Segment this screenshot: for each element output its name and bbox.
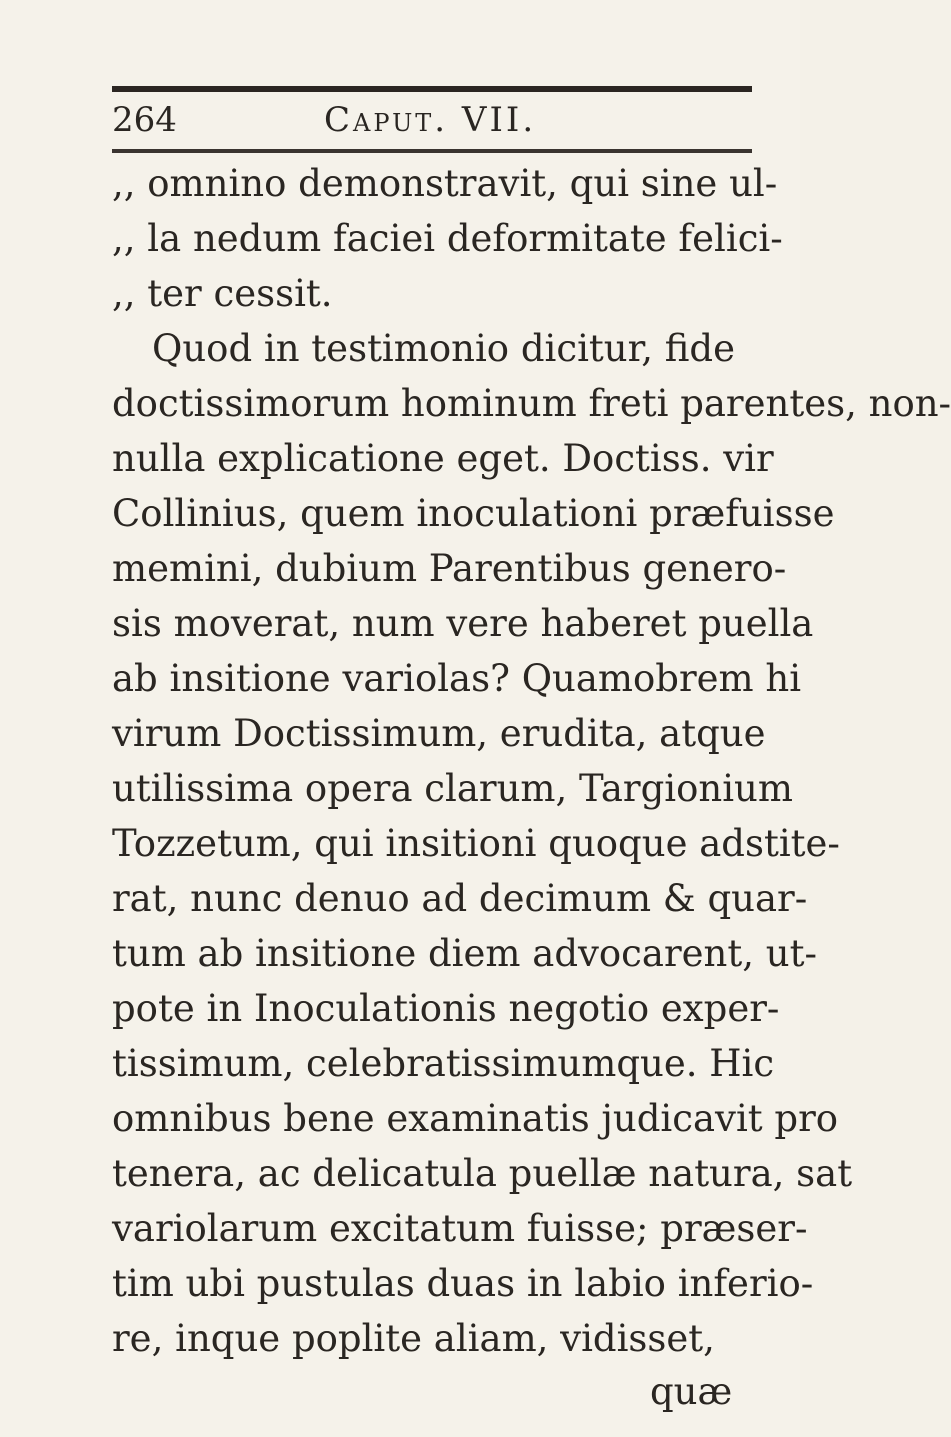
header-rule-top xyxy=(112,86,752,92)
text-line: Tozzetum, qui insitioni quoque adstite- xyxy=(112,822,840,865)
text-line: ,, omnino demonstravit, qui sine ul- xyxy=(112,162,778,205)
text-line: omnibus bene examinatis judicavit pro xyxy=(112,1097,839,1140)
text-line: tum ab insitione diem advocarent, ut- xyxy=(112,932,817,975)
page-header xyxy=(112,96,752,142)
text-line: nulla explicatione eget. Doctiss. vir xyxy=(112,437,774,480)
text-line: ,, ter cessit. xyxy=(112,272,333,315)
text-line: doctissimorum hominum freti parentes, non- xyxy=(112,382,951,425)
text-line: tim ubi pustulas duas in labio inferio- xyxy=(112,1262,814,1305)
text-line: Collinius, quem inoculationi præfuisse xyxy=(112,492,835,535)
text-line: ab insitione variolas? Quamobrem hi xyxy=(112,657,802,700)
text-line: variolarum excitatum fuisse; præser- xyxy=(112,1207,808,1250)
catchword: quæ xyxy=(650,1370,733,1413)
text-line: virum Doctissimum, erudita, atque xyxy=(112,712,766,755)
text-line: Quod in testimonio dicitur, fide xyxy=(152,327,736,370)
text-line: ,, la nedum faciei deformitate felici- xyxy=(112,217,783,260)
text-line: tissimum, celebratissimumque. Hic xyxy=(112,1042,775,1085)
text-line: pote in Inoculationis negotio exper- xyxy=(112,987,780,1030)
text-line: tenera, ac delicatula puellæ natura, sat xyxy=(112,1152,853,1195)
text-line: utilissima opera clarum, Targionium xyxy=(112,767,793,810)
text-line: rat, nunc denuo ad decimum & quar- xyxy=(112,877,808,920)
text-line: sis moverat, num vere haberet puella xyxy=(112,602,814,645)
text-line: re, inque poplite aliam, vidisset, xyxy=(112,1317,715,1360)
page-number: 264 xyxy=(112,100,177,140)
header-rule-bottom xyxy=(112,149,752,153)
running-head: Caput. VII. xyxy=(324,100,537,140)
text-line: memini, dubium Parentibus genero- xyxy=(112,547,787,590)
